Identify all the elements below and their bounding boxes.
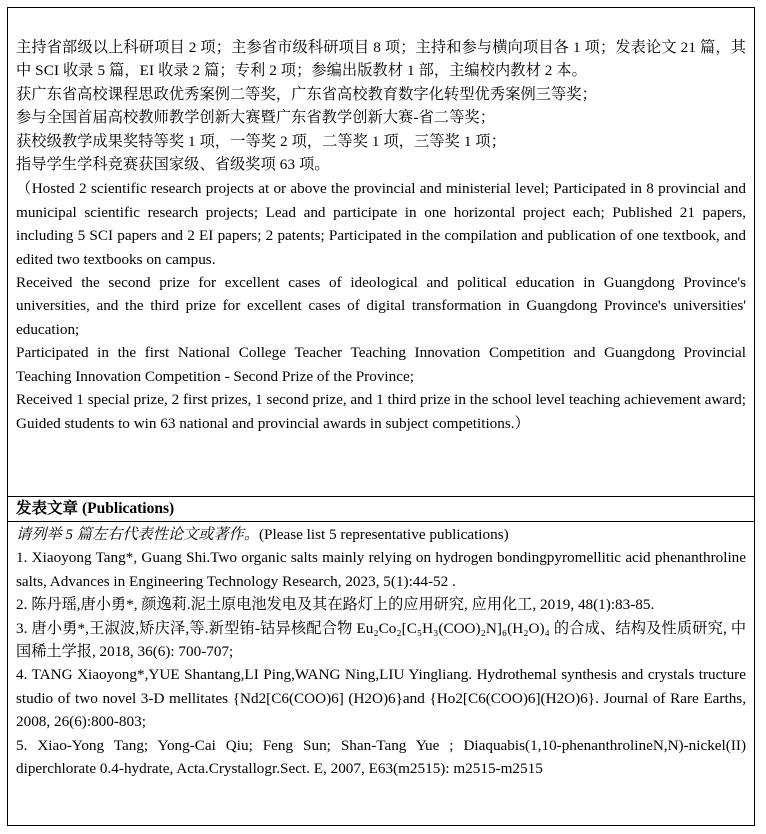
publication-item-3-suffix: 的合成、结构及性质研究, 中国稀土学报, 2018, 36(6): 700-707; <box>16 619 747 661</box>
achievement-zh-2: 获广东省高校课程思政优秀案例二等奖，广东省高校教育数字化转型优秀案例三等奖； <box>16 85 597 103</box>
achievement-en-1: （Hosted 2 scientific research projects at or above the provincial and ministerial level; Participated in 8 provincial and municipal scientific research projects; Lead and participate in one horizontal project each; Published 21 papers, including 5 SCI papers and 2 EI papers; 2 patents; Participated in the compilation and publication of one textbook, and edited two textbooks on campus. <box>16 180 746 268</box>
publications-hint-zh: 请列举 5 篇左右代表性论文或著作。 <box>16 526 259 543</box>
publication-item-3 <box>16 617 746 664</box>
document-frame <box>7 7 755 826</box>
publication-item-1: 1. Xiaoyong Tang*, Guang Shi.Two organic salts mainly relying on hydrogen bondingpyromellitic acid phenanthroline salts, Advances in Engineering Technology Research, 2023, 5(1):44-52 . <box>16 549 746 590</box>
publications-heading <box>8 497 754 521</box>
achievement-zh-3: 参与全国首届高校教师教学创新大赛暨广东省教学创新大赛-省二等奖； <box>16 109 496 127</box>
publication-item-5: 5. Xiao-Yong Tang; Yong-Cai Qiu; Feng Sun; Shan-Tang Yue ; Diaquabis(1,10-phenanthrolineN,N)-nickel(II) diperchlorate 0.4-hydrate, Acta.Crystallogr.Sect. E, 2007, E63(m2515): m2515-m2515 <box>16 736 746 778</box>
publication-item-4: 4. TANG Xiaoyong*,YUE Shantang,LI Ping,WANG Ning,LIU Yingliang. Hydrothemal synthesis and crystals tructure studio of two novel 3-D mellitates {Nd2[C6(COO)6] (H2O)6}and {Ho2[C6(COO)6](H2O)6}. Journal of Rare Earths, 2008, 26(6):800-803; <box>16 666 746 731</box>
achievement-en-5: Guided students to win 63 national and provincial awards in subject competitions.） <box>16 414 530 432</box>
achievements-chinese <box>16 36 746 176</box>
achievements-cell <box>8 8 754 496</box>
publications-heading-zh: 发表文章 <box>16 500 79 517</box>
achievement-zh-4: 获校级教学成果奖特等奖 1 项，一等奖 2 项，二等奖 1 项，三等奖 1 项； <box>16 132 506 150</box>
achievement-zh-1: 主持省部级以上科研项目 2 项；主参省市级科研项目 8 项；主持和参与横向项目各 1 项；发表论文 21 篇，其中 SCI 收录 5 篇，EI 收录 2 篇；专利 2 项；参编出版教材 1 部，主编校内教材 2 本。 <box>16 39 746 80</box>
publications-hint-en: (Please list 5 representative publications) <box>259 526 509 543</box>
publication-item-3-prefix: 3. 唐小勇*,王淑波,矫庆泽,等.新型铕-钴异核配合物 <box>16 619 357 637</box>
achievement-zh-5: 指导学生学科竞赛获国家级、省级奖项 63 项。 <box>16 156 330 174</box>
achievement-en-3: Participated in the first National College Teacher Teaching Innovation Competition and Guangdong Provincial Teaching Innovation Competition - Second Prize of the Province; <box>16 344 746 385</box>
achievement-en-2: Received the second prize for excellent cases of ideological and political education in Guangdong Province's universities, and the third prize for excellent cases of digital transformation in Guangdong Province's universities' education; <box>16 274 746 338</box>
publication-item-2: 2. 陈丹瑶,唐小勇*, 颜逸莉.泥土原电池发电及其在路灯上的应用研究, 应用化工, 2019, 48(1):83-85. <box>16 596 655 614</box>
publications-heading-en: (Publications) <box>82 500 175 517</box>
publications-list <box>8 522 754 780</box>
publications-hint <box>16 523 746 546</box>
publication-item-3-formula: Eu₂Co₂[C₅H₃(COO)₂N]₆(H₂O)₄ <box>356 619 550 637</box>
achievement-en-4: Received 1 special prize, 2 first prizes, 1 second prize, and 1 third prize in the school level teaching achievement award; <box>16 391 746 409</box>
achievements-english <box>16 177 746 434</box>
